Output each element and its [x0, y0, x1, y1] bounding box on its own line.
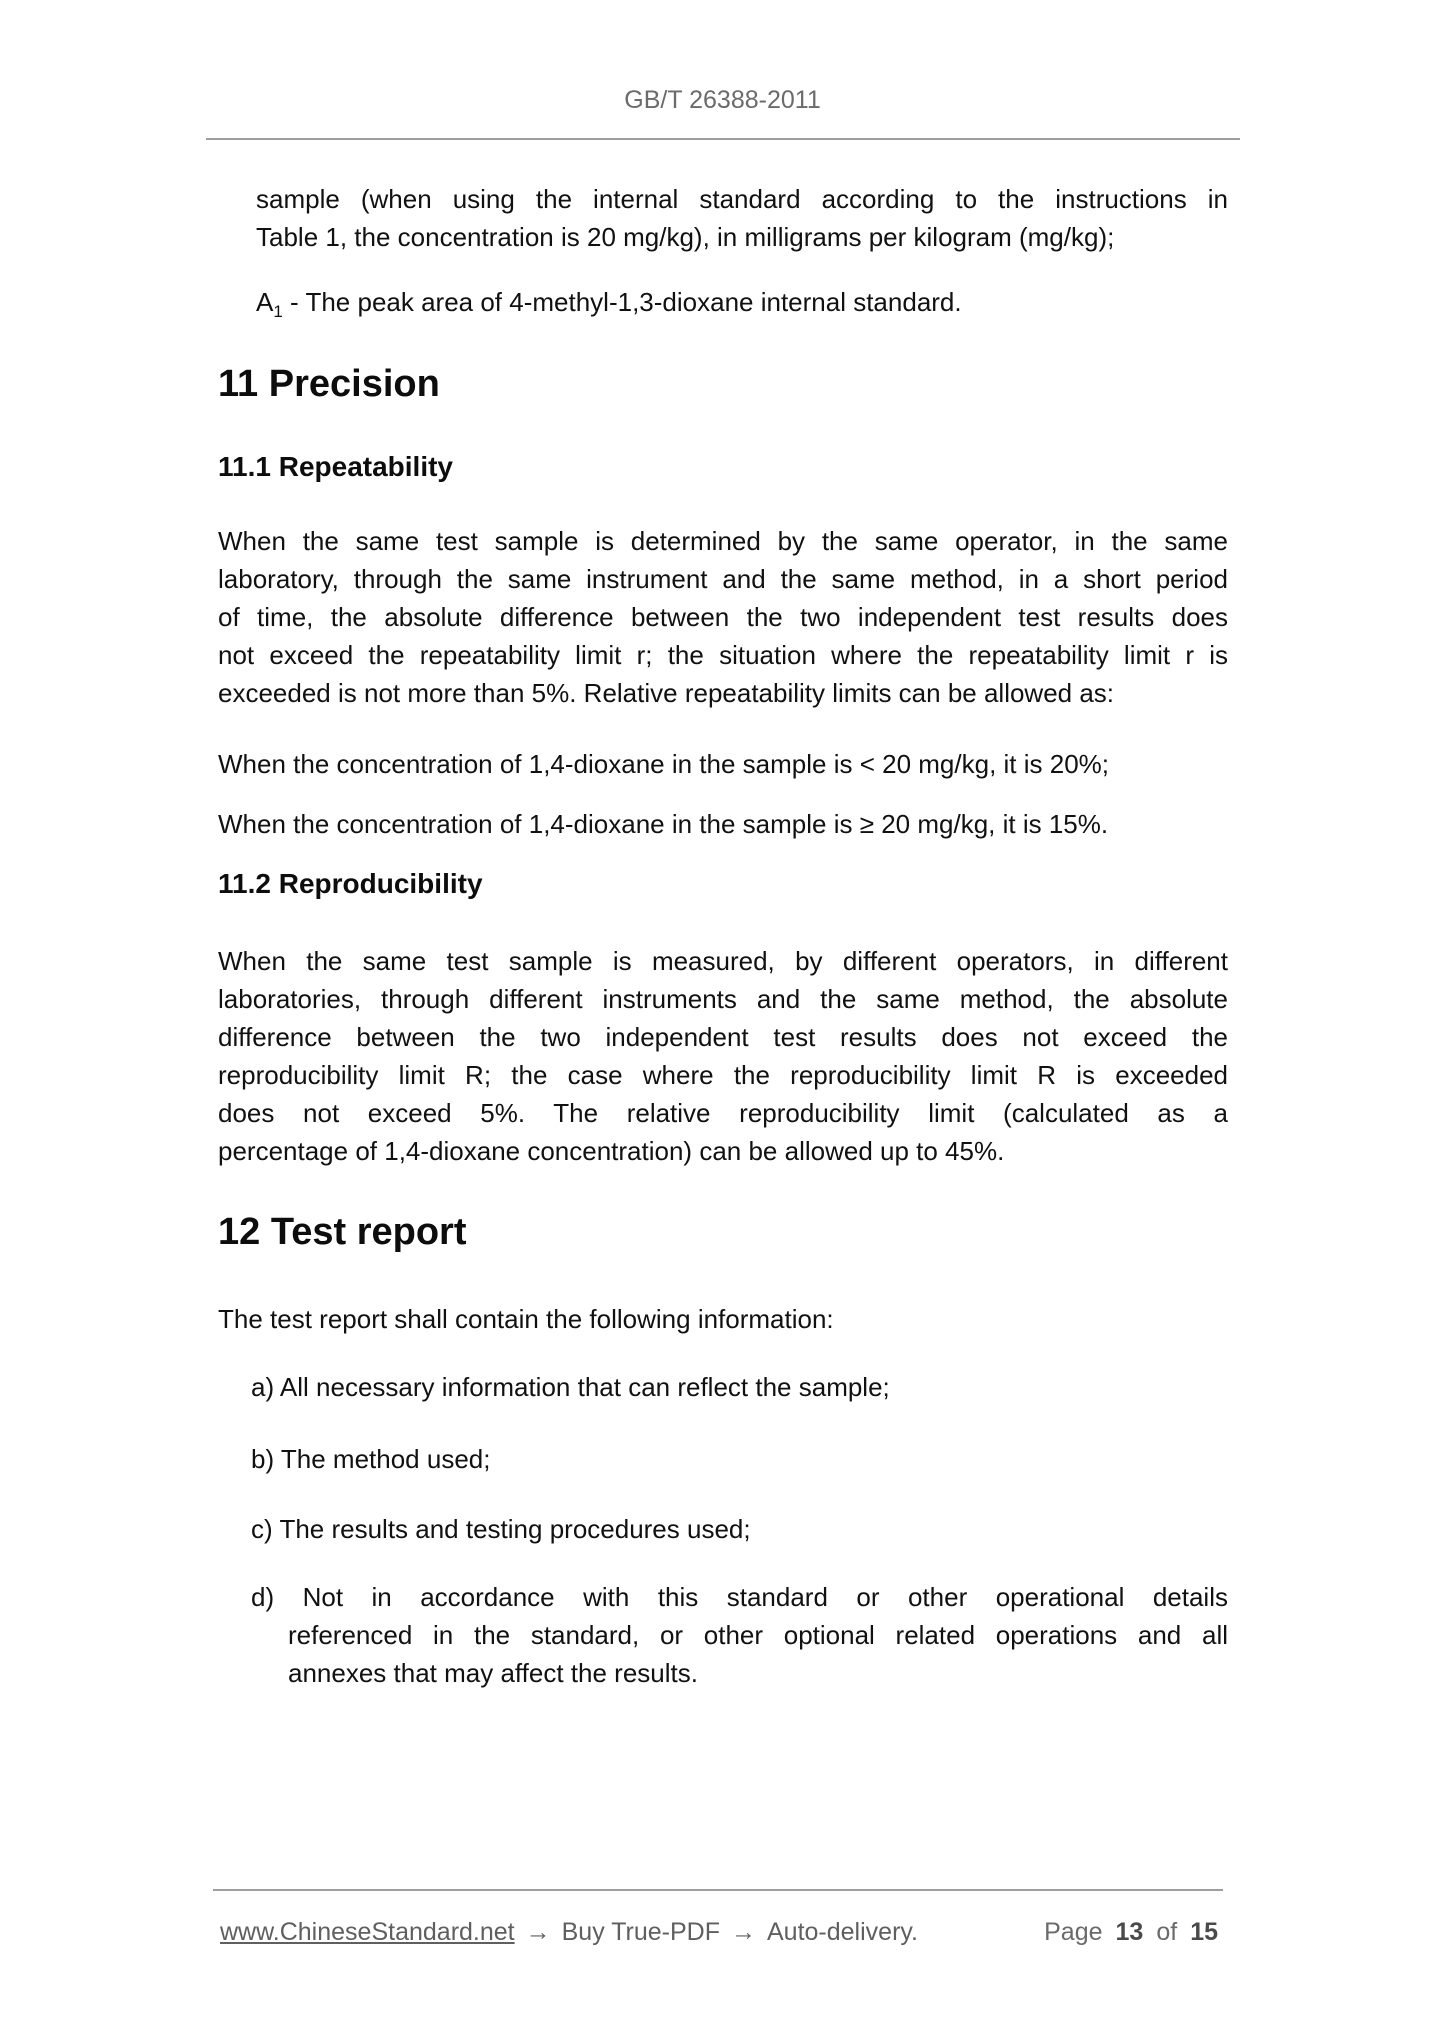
paragraph-line: difference between the two independent test results does not exceed the	[218, 1022, 1228, 1052]
symbol: A	[256, 287, 274, 317]
repeatability-condition-low: When the concentration of 1,4-dioxane in the sample is < 20 mg/kg, it is 20%;	[218, 749, 1109, 779]
page-indicator	[1044, 1916, 1218, 1948]
page-content	[218, 0, 1228, 1692]
footer-step-delivery: Auto-delivery.	[767, 1918, 918, 1946]
reproducibility-paragraph	[218, 942, 1228, 1170]
of-label: of	[1156, 1918, 1178, 1946]
paragraph-line: percentage of 1,4-dioxane concentration) can be allowed up to 45%.	[218, 1136, 1005, 1166]
intro-paragraph	[256, 180, 1228, 256]
list-item-label: b)	[251, 1444, 275, 1474]
definition-text: - The peak area of 4-methyl-1,3-dioxane internal standard.	[290, 287, 962, 317]
paragraph-line: sample (when using the internal standard according to the instructions in	[256, 184, 1228, 214]
symbol-subscript: 1	[273, 302, 283, 322]
list-item-a	[251, 1368, 1228, 1406]
paragraph-line: of time, the absolute difference between the two independent test results does	[218, 602, 1228, 632]
footer-step-buy: Buy True-PDF	[561, 1918, 720, 1946]
section-12-heading: 12 Test report	[218, 1211, 467, 1253]
list-item-label: c)	[251, 1514, 273, 1544]
repeatability-condition-high: When the concentration of 1,4-dioxane in the sample is ≥ 20 mg/kg, it is 15%.	[218, 809, 1109, 839]
list-item-text: The method used;	[280, 1444, 491, 1474]
section-11-2-heading: 11.2 Reproducibility	[218, 868, 483, 899]
arrow-icon: →	[525, 1918, 551, 1946]
test-report-intro: The test report shall contain the following information:	[218, 1304, 834, 1334]
paragraph-line: exceeded is not more than 5%. Relative repeatability limits can be allowed as:	[218, 678, 1115, 708]
list-item-text: The results and testing procedures used;	[279, 1514, 751, 1544]
paragraph-line: reproducibility limit R; the case where the reproducibility limit R is exceeded	[218, 1060, 1228, 1090]
doc-number: GB/T 26388-2011	[624, 86, 821, 114]
list-item-label: a)	[251, 1372, 275, 1402]
arrow-icon: →	[731, 1918, 756, 1946]
paragraph-line: When the same test sample is measured, by different operators, in different	[218, 946, 1228, 976]
repeatability-paragraph	[218, 522, 1228, 712]
paragraph-line: laboratory, through the same instrument and the same method, in a short period	[218, 564, 1228, 594]
page-footer	[220, 1916, 1218, 1948]
paragraph-line: When the same test sample is determined by the same operator, in the same	[218, 526, 1228, 556]
section-11-1-heading: 11.1 Repeatability	[218, 451, 454, 482]
list-item-line: referenced in the standard, or other optional related operations and all	[288, 1620, 1228, 1650]
page-current: 13	[1115, 1918, 1144, 1946]
section-11-heading: 11 Precision	[218, 363, 440, 405]
page-label: Page	[1044, 1918, 1103, 1946]
list-item-text: Not in accordance with this standard or other operational details	[302, 1582, 1228, 1612]
a1-definition	[256, 283, 1228, 321]
page-total: 15	[1190, 1918, 1218, 1946]
paragraph-line: does not exceed 5%. The relative reproducibility limit (calculated as a	[218, 1098, 1228, 1128]
list-item-text: All necessary information that can reflect the sample;	[279, 1372, 890, 1402]
footer-rule	[213, 1889, 1223, 1891]
list-item-line: annexes that may affect the results.	[288, 1658, 698, 1688]
list-item-d	[218, 1578, 1228, 1692]
list-item-b	[251, 1440, 1228, 1478]
paragraph-line: laboratories, through different instruments and the same method, the absolute	[218, 984, 1228, 1014]
paragraph-line: Table 1, the concentration is 20 mg/kg), in milligrams per kilogram (mg/kg);	[256, 222, 1115, 252]
list-item-c	[251, 1510, 1228, 1548]
footer-info	[220, 1916, 918, 1948]
list-item-line	[251, 1578, 1228, 1616]
list-item-label: d)	[251, 1582, 275, 1612]
paragraph-line: not exceed the repeatability limit r; the situation where the repeatability limit r is	[218, 640, 1228, 670]
footer-website-link[interactable]: www.ChineseStandard.net	[220, 1918, 515, 1946]
